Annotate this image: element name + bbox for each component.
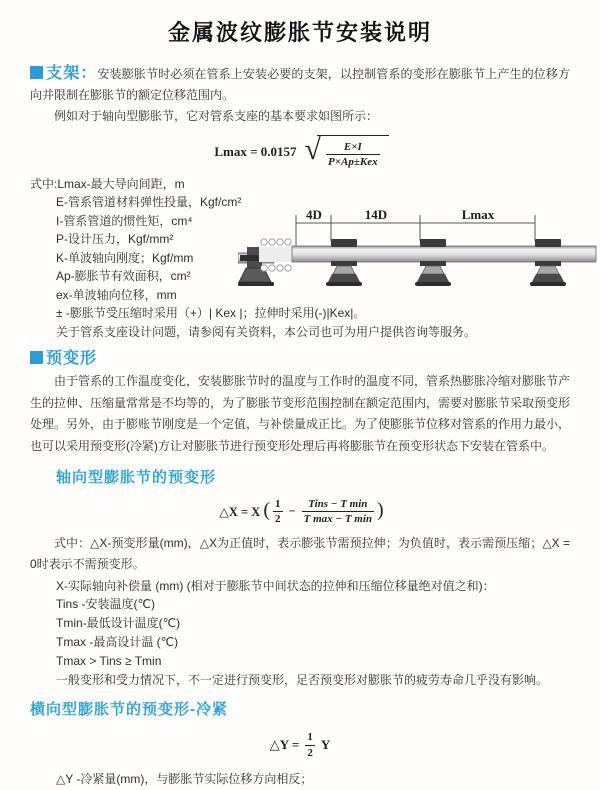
fraction-numerator: 1	[307, 731, 313, 744]
formula-fraction	[326, 140, 380, 170]
radicand	[317, 135, 389, 170]
fraction-numerator: 1	[275, 498, 281, 511]
section-marker-icon	[30, 351, 43, 364]
dim-label-lmax: Lmax	[461, 206, 495, 222]
axial-definition-list	[30, 577, 570, 690]
predeform-body: 由于管系的工作温度变化，安装膨胀节时的温度与工作时的温度不同，管系热膨胀冷缩对膨胀节产生的拉伸、压缩量常常是不均等的，为了膨胀节变形范围控制在额定范围内，需要对膨胀节采取预变形处理。另外，由于膨账节刚度是一个定值，与补偿量成正比。为了使膨胀节位移对管系的作用力最小，也可以采用预变形(冷紧)方让对膨胀节进行预变形处理后再将膨胀节在预变形状态下安装在管系中。	[30, 374, 571, 453]
bellows	[259, 238, 293, 270]
section-predeform-heading: 预变形	[46, 350, 98, 368]
section-predeform	[30, 349, 570, 369]
definition-line: X-实际轴向补偿量 (mm) (相对于膨胀节中间状态的拉伸和压缩位移量绝对值之和)：	[56, 578, 495, 593]
where-line: Ap-膨胀节有效面积，cm²	[56, 269, 191, 284]
section-marker-icon	[30, 66, 43, 79]
dim-label-4d: 4D	[306, 206, 322, 222]
lateral-formula	[30, 730, 570, 760]
definition-line: Tmax > Tins ≥ Tmin	[56, 653, 162, 668]
axial-subsection-heading: 轴向型膨胀节的预变形	[56, 469, 217, 487]
formula-prefix: △X = X	[219, 504, 261, 519]
support-example-line: 例如对于轴向型膨胀节，它对管系支座的基本要求如图所示：	[54, 109, 379, 123]
where-line: ex-单波轴向位移，mm	[56, 287, 177, 302]
half-fraction	[305, 730, 315, 760]
where-line: I-管系管道的惯性矩，cm⁴	[56, 213, 193, 228]
guide-support	[326, 239, 362, 286]
dim-label-14d: 14D	[364, 206, 388, 222]
support-definitions-block	[30, 175, 570, 342]
section-support-heading: 支架：	[46, 65, 98, 82]
left-paren: (	[263, 499, 271, 522]
formula-prefix: △Y =	[269, 737, 300, 753]
lateral-explain: △Y -冷紧量(mm)，与膨胀节实际位移方向相反；	[56, 772, 313, 787]
lateral-subsection-heading: 横向型膨胀节的预变形-冷紧	[30, 701, 228, 719]
where-line: 式中:Lmax-最大导向间距，m	[30, 176, 185, 191]
formula-suffix: Y	[320, 737, 331, 753]
guide-support	[530, 239, 566, 286]
fraction-numerator: Tins − T min	[308, 498, 368, 511]
where-line: E-管系管道材料弹性投量，Kgf/cm²	[56, 195, 242, 210]
fraction-denominator: P×Ap±Kex	[328, 156, 378, 169]
where-line: K-单波轴向刚度；Kgf/mm	[56, 250, 194, 265]
definition-line: 一般变形和受力情况下，不一定进行预变形，足否预变形对膨胀节的疲劳寿命几乎没有影响。	[56, 672, 549, 687]
pipe	[292, 246, 596, 262]
definition-line: Tins -安装温度(℃)	[56, 597, 156, 612]
axial-explain: 式中：△X-预变形量(mm)，△X为正值时，表示膨张节需预拉伸；为负值时，表示需预压缩；△X = 0时表示不需预变形。	[30, 535, 570, 571]
page-title: 金属波纹膨胀节安装说明	[167, 20, 432, 45]
half-fraction	[273, 497, 283, 527]
where-line: 关于管系支座设计问题，请参阅有关资料，本公司也可为用户提供咨询等服务。	[56, 324, 477, 339]
right-paren: )	[377, 499, 384, 522]
definition-line: Tmax -最高设计温 (℃)	[56, 635, 179, 650]
formula-prefix: Lmax = 0.0157	[214, 144, 297, 160]
guide-support	[415, 239, 451, 286]
axial-formula	[30, 497, 570, 527]
fraction-numerator: E×I	[343, 141, 362, 153]
minus-sign: −	[288, 504, 296, 519]
support-intro-text: 安装膨胀节时必须在管系上安装必要的支架，以控制管系的变形在膨胀节上产生的位移方向并限制在膨胀节的额定位移范围内。	[30, 67, 570, 102]
pipe-support-diagram	[238, 206, 598, 306]
lmax-formula	[30, 135, 570, 170]
definition-line: Tmin-最低设计温度(℃)	[56, 616, 181, 631]
fraction-denominator: 2	[275, 513, 281, 526]
radical-sign-icon: √	[304, 133, 322, 167]
where-line: ± -膨胀节受压缩时采用（+）| Kex |；拉伸时采用(-)|Kex|。	[56, 306, 366, 321]
temperature-fraction	[302, 497, 374, 527]
fraction-denominator: T max − T min	[303, 513, 373, 526]
where-line: P-设计压力，Kgf/mm²	[56, 232, 174, 247]
support-intro-paragraph	[30, 63, 570, 106]
fraction-denominator: 2	[307, 746, 313, 759]
sqrt-radical	[305, 135, 389, 170]
